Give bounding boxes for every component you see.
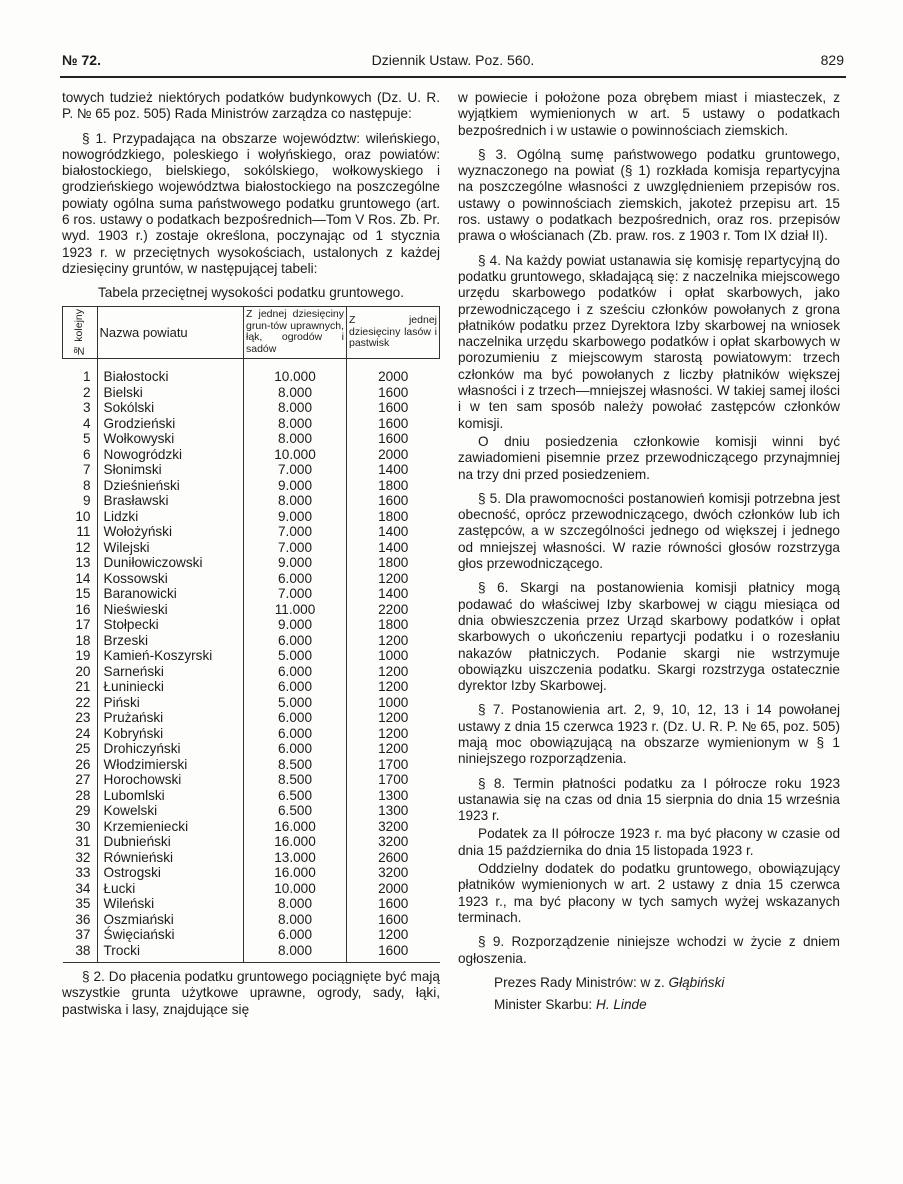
row-number: 29 [75,803,91,819]
table-row [63,540,440,556]
forest-rate: 1800 [347,555,440,571]
cultivated-rate: 6.000 [244,679,347,695]
table-row [63,633,440,649]
cultivated-rate: 6.000 [244,726,347,742]
page-header [62,52,844,72]
table-row [63,586,440,602]
cultivated-rate: 7.000 [244,524,347,540]
row-number: 18 [75,632,91,648]
cultivated-rate: 7.000 [244,462,347,478]
forest-rate: 1400 [347,586,440,602]
row-number: 2 [82,384,91,400]
cultivated-rate: 8.500 [244,757,347,773]
col-header-cultivated: Z jednej dziesięciny grun-tów uprawnych, łąk, ogrodów i sadów [244,306,347,359]
forest-rate: 1600 [347,493,440,509]
district-name: Sarneński [97,664,244,680]
cultivated-rate: 6.500 [244,803,347,819]
row-number: 21 [75,679,91,695]
section-2-paragraph: § 2. Do płacenia podatku gruntowego pociągnięte być mają wszystkie grunta użytkowe uprawne, ogrody, sady, łąki, pastwiska i lasy, znajdujące się [62,969,440,1017]
row-number: 23 [75,710,91,726]
district-name: Stołpecki [97,617,244,633]
district-name: Brzeski [97,633,244,649]
table-row [63,788,440,804]
forest-rate: 1200 [347,664,440,680]
table-row [63,478,440,494]
forest-rate: 1400 [347,462,440,478]
district-name: Trocki [97,943,244,963]
row-number: 1 [82,369,91,385]
cultivated-rate: 8.000 [244,400,347,416]
section-8c-paragraph: Oddzielny dodatek do podatku gruntowego, obowiązujący płatników wymienionych w art. 2 ustawy z dnia 15 czerwca 1923 r., ma być płacony w tych samych wyżej wskazanych terminach. [458,861,840,925]
cultivated-rate: 9.000 [244,617,347,633]
cultivated-rate: 5.000 [244,648,347,664]
row-number: 3 [82,400,91,416]
continuation-paragraph: w powiecie i położone poza obrębem miast i miasteczek, z wyjątkiem wymienionych w art. 5 ustawy o podatkach bezpośrednich i w ustawie o powinnościach ziemskich. [458,90,840,138]
row-number: 16 [75,601,91,617]
section-9-paragraph: § 9. Rozporządzenie niniejsze wchodzi w życie z dniem ogłoszenia. [458,934,840,966]
row-number: 14 [75,570,91,586]
cultivated-rate: 16.000 [244,834,347,850]
table-caption: Tabela przeciętnej wysokości podatku gruntowego. [97,285,405,301]
table-row [63,602,440,618]
forest-rate: 1600 [347,943,440,963]
table-row [63,555,440,571]
cultivated-rate: 8.000 [244,912,347,928]
table-row [63,757,440,773]
district-name: Kamień-Koszyrski [97,648,244,664]
forest-rate: 1700 [347,772,440,788]
district-name: Piński [97,695,244,711]
row-number: 11 [76,524,91,540]
table-row [63,648,440,664]
left-column [62,90,440,1026]
cultivated-rate: 11.000 [244,602,347,618]
cultivated-rate: 10.000 [244,369,347,385]
cultivated-rate: 7.000 [244,586,347,602]
table-row [63,850,440,866]
district-name: Włodzimierski [97,757,244,773]
table-row [63,834,440,850]
cultivated-rate: 9.000 [244,509,347,525]
page-number: 829 [820,52,844,68]
signature-role-pm: Prezes Rady Ministrów: w z. [494,974,665,990]
row-number: 19 [75,648,91,664]
forest-rate: 1200 [347,633,440,649]
cultivated-rate: 6.000 [244,710,347,726]
district-name: Sokólski [97,400,244,416]
forest-rate: 1200 [347,679,440,695]
forest-rate: 1400 [347,524,440,540]
district-name: Dubnieński [97,834,244,850]
table-row [63,726,440,742]
cultivated-rate: 6.000 [244,664,347,680]
row-number: 27 [75,772,91,788]
cultivated-rate: 10.000 [244,881,347,897]
table-row [63,803,440,819]
district-name: Oszmiański [97,912,244,928]
tax-table [62,306,440,964]
cultivated-rate: 6.500 [244,788,347,804]
district-name: Nowogródzki [97,447,244,463]
forest-rate: 3200 [347,819,440,835]
forest-rate: 1300 [347,788,440,804]
cultivated-rate: 16.000 [244,819,347,835]
cultivated-rate: 6.000 [244,927,347,943]
forest-rate: 1000 [347,648,440,664]
cultivated-rate: 9.000 [244,555,347,571]
section-1-paragraph: § 1. Przypadająca na obszarze województw: wileńskiego, nowogródzkiego, poleskiego i wołyńskiego, oraz powiatów: białostockiego, bielskiego, sokólskiego, wołkowyskiego i grodzieńskiego województwa białostockiego na poszczególne powiaty ogólna suma państwowego podatku gruntowego (art. 6 ros. ustawy o podatkach bezpośrednich—Tom V Ros. Zb. Pr. wyd. 1903 r.) zostaje określona, poczynając od 1 stycznia 1923 r. w przeciętnych wysokościach, ustalonych z każdej dziesięciny gruntów, w następującej tabeli: [62,130,440,276]
col-header-number [63,306,98,359]
forest-rate: 1600 [347,416,440,432]
row-number: 7 [82,462,91,478]
signature-role-treasury: Minister Skarbu: [494,997,593,1013]
col-header-name: Nazwa powiatu [97,306,244,359]
forest-rate: 2000 [347,447,440,463]
table-row [63,679,440,695]
district-name: Równieński [97,850,244,866]
row-number: 5 [82,431,91,447]
forest-rate: 2000 [347,881,440,897]
district-name: Wilejski [97,540,244,556]
table-row [63,819,440,835]
section-7-paragraph: § 7. Postanowienia art. 2, 9, 10, 12, 13 i 14 powołanej ustawy z dnia 15 czerwca 1923 r. (Dz. U. R. P. № 65, poz. 505) mają moc obowiązującą na obszarze wymienionym w § 1 niniejszego rozporządzenia. [458,702,840,767]
table-row [63,912,440,928]
table-row [63,385,440,401]
forest-rate: 1600 [347,896,440,912]
cultivated-rate: 6.000 [244,633,347,649]
forest-rate: 1200 [347,927,440,943]
table-row [63,741,440,757]
district-name: Baranowicki [97,586,244,602]
forest-rate: 1200 [347,571,440,587]
row-number: 31 [75,834,91,850]
forest-rate: 1600 [347,912,440,928]
col-header-number-text: № kolejny [73,308,85,357]
table-row [63,571,440,587]
cultivated-rate: 8.500 [244,772,347,788]
row-number: 22 [75,694,91,710]
district-name: Kossowski [97,571,244,587]
district-name: Lidzki [97,509,244,525]
forest-rate: 1800 [347,509,440,525]
table-row [63,416,440,432]
table-row [63,881,440,897]
section-8-paragraph: § 8. Termin płatności podatku za I półrocze roku 1923 ustanawia się na czas od dnia 15 sierpnia do dnia 15 września 1923 r. [458,775,840,824]
table-row [63,431,440,447]
section-8b-paragraph: Podatek za II półrocze 1923 r. ma być płacony w czasie od dnia 15 października do dnia 15 listopada 1923 r. [458,826,840,858]
district-name: Drohiczyński [97,741,244,757]
cultivated-rate: 6.000 [244,741,347,757]
issue-number: № 72. [62,52,101,68]
forest-rate: 1700 [347,757,440,773]
signature-treasury-minister [458,997,840,1013]
row-number: 36 [75,911,91,927]
district-name: Słonimski [97,462,244,478]
cultivated-rate: 7.000 [244,540,347,556]
signature-prime-minister [458,975,840,991]
table-row [63,447,440,463]
cultivated-rate: 9.000 [244,478,347,494]
table-row [63,369,440,385]
table-spacer [63,359,440,370]
forest-rate: 1200 [347,710,440,726]
cultivated-rate: 8.000 [244,416,347,432]
forest-rate: 2000 [347,369,440,385]
section-4b-paragraph: O dniu posiedzenia członkowie komisji winni być zawiadomieni pisemnie przez przewodniczącego przynajmniej na trzy dni przed posiedzeniem. [458,433,840,482]
section-3-paragraph: § 3. Ogólną sumę państwowego podatku gruntowego, wyznaczonego na powiat (§ 1) rozkłada komisja repartycyjna na poszczególne własności z uwzględnieniem przepisów ros. ustawy o powinnościach ziemskich, jakoteż przepisu art. 15 ros. ustawy o podatkach bezpośrednich, oraz ros. przepisów prawa o włościanach (Zb. praw. ros. z 1903 r. Tom IX dział II). [458,146,840,244]
table-row [63,493,440,509]
table-row [63,865,440,881]
cultivated-rate: 10.000 [244,447,347,463]
district-name: Łucki [97,881,244,897]
forest-rate: 1600 [347,431,440,447]
right-column [458,90,840,1019]
signature-name-pm: Głąbiński [668,974,725,990]
cultivated-rate: 8.000 [244,896,347,912]
forest-rate: 2600 [347,850,440,866]
row-number: 10 [75,508,91,524]
table-row [63,927,440,943]
forest-rate: 3200 [347,865,440,881]
cultivated-rate: 8.000 [244,385,347,401]
forest-rate: 1600 [347,385,440,401]
district-name: Grodzieński [97,416,244,432]
district-name: Łuniniecki [97,679,244,695]
row-number: 33 [75,865,91,881]
signature-name-treasury: H. Linde [596,997,647,1013]
district-name: Nieświeski [97,602,244,618]
table-row [63,664,440,680]
forest-rate: 1300 [347,803,440,819]
row-number: 13 [75,555,91,571]
row-number: 32 [75,849,91,865]
row-number: 12 [75,539,91,555]
table-row [63,710,440,726]
district-name: Duniłowiczowski [97,555,244,571]
forest-rate: 1000 [347,695,440,711]
cultivated-rate: 5.000 [244,695,347,711]
row-number: 8 [82,477,91,493]
row-number: 30 [75,818,91,834]
cultivated-rate: 8.000 [244,493,347,509]
forest-rate: 1200 [347,726,440,742]
row-number: 24 [75,725,91,741]
row-number: 35 [75,896,91,912]
row-number: 34 [75,880,91,896]
table-row [63,509,440,525]
forest-rate: 1400 [347,540,440,556]
cultivated-rate: 8.000 [244,943,347,963]
district-name: Wołożyński [97,524,244,540]
section-5-paragraph: § 5. Dla prawomocności postanowień komisji potrzebna jest obecność, oprócz przewodniczącego, dwóch członków lub ich zastępców, a w szczególności jednego od większej i jednego od mniejszej własności. W razie równości głosów rozstrzyga głos przewodniczącego. [458,490,840,572]
row-number: 28 [75,787,91,803]
forest-rate: 2200 [347,602,440,618]
section-4-paragraph: § 4. Na każdy powiat ustanawia się komisję repartycyjną do podatku gruntowego, składającą się: z naczelnika miejscowego urzędu skarbowego podatków i opłat skarbowych, jako przewodniczącego i z sześciu członków powołanych z grona płatników podatku przez Dyrektora Izby skarbowej na wniosek naczelnika urzędu skarbowego podatków i opłat skarbowych w porozumieniu z miejscowym starostą powiatowym: trzech członków ma być powołanych z liczby płatników większej własności i z trzech—mniejszej własności. W takiej samej ilości i w ten sam sposób należy powołać zastępców członków komisji. [458,252,840,431]
table-row [63,772,440,788]
forest-rate: 1800 [347,478,440,494]
row-number: 26 [75,756,91,772]
forest-rate: 3200 [347,834,440,850]
district-name: Kobryński [97,726,244,742]
district-name: Bielski [97,385,244,401]
district-name: Wileński [97,896,244,912]
district-name: Krzemieniecki [97,819,244,835]
cultivated-rate: 16.000 [244,865,347,881]
district-name: Prużański [97,710,244,726]
intro-paragraph: towych tudzież niektórych podatków budynkowych (Dz. U. R. P. № 65 poz. 505) Rada Ministrów zarządza co następuje: [62,90,440,122]
section-6-paragraph: § 6. Skargi na postanowienia komisji płatnicy mogą podawać do właściwej Izby skarbowej w ciągu miesiąca od dnia obwieszczenia przez Urząd skarbowy podatków i opłat skarbowych o ukończeniu repartycji podatku i o rozesłaniu nakazów płatniczych. Podanie skargi nie wstrzymuje obowiązku uiszczenia podatku. Skargi rozstrzyga ostatecznie dyrektor Izby Skarbowej. [458,580,840,694]
table-row [63,896,440,912]
table-row [63,617,440,633]
district-name: Kowelski [97,803,244,819]
table-row [63,695,440,711]
forest-rate: 1800 [347,617,440,633]
table-row [63,524,440,540]
forest-rate: 1600 [347,400,440,416]
row-number: 38 [75,942,91,958]
table-row [63,462,440,478]
forest-rate: 1200 [347,741,440,757]
row-number: 20 [75,663,91,679]
row-number: 6 [82,446,91,462]
district-name: Dzieśnieński [97,478,244,494]
col-header-forest: Z jednej dziesięciny lasów i pastwisk [347,306,440,359]
district-name: Święciański [97,927,244,943]
journal-title: Dziennik Ustaw. Poz. 560. [371,52,535,68]
row-number: 37 [75,927,91,943]
row-number: 4 [82,415,91,431]
district-name: Horochowski [97,772,244,788]
row-number: 15 [75,586,91,602]
district-name: Brasławski [97,493,244,509]
table-row [63,943,440,963]
row-number: 9 [82,493,91,509]
district-name: Lubomlski [97,788,244,804]
row-number: 17 [75,617,91,633]
header-rule [60,76,846,78]
row-number: 25 [75,741,91,757]
cultivated-rate: 13.000 [244,850,347,866]
district-name: Wołkowyski [97,431,244,447]
cultivated-rate: 8.000 [244,431,347,447]
table-row [63,400,440,416]
cultivated-rate: 6.000 [244,571,347,587]
district-name: Białostocki [97,369,244,385]
district-name: Ostrogski [97,865,244,881]
